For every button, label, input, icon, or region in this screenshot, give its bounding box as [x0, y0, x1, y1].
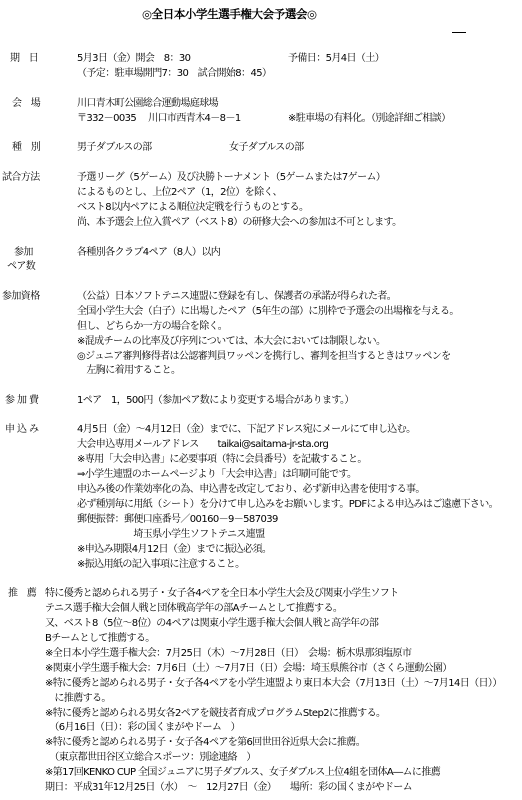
date-line-1: 5月3日（金）開会 8：30 — [77, 53, 191, 64]
application-line: 郵便振替：郵便口座番号／00160－9－587039 — [77, 514, 278, 525]
application-line: 埼玉県小学生ソフトテニス連盟 — [77, 529, 265, 540]
venue-line-2: 〒332－0035 川口市西青木4－8－1 — [77, 113, 241, 124]
venue-note: ※駐車場の有料化。（別途詳細ご相談） — [288, 113, 451, 124]
format-line: ベスト8以内ペアによる順位決定戦を行うものとする。 — [77, 202, 309, 213]
eligibility-line: 但し、どちらか一方の場合を除く。 — [77, 321, 228, 332]
recommendation-line: 期日：平成31年12月25日（水） ～ 12月27日（金） 場所：彩の国くまがやドーム — [45, 782, 413, 793]
application-line: 大会申込専用メールアドレス taikai@saitama-jr-sta.org — [77, 439, 329, 450]
application-label: 申 込 み — [5, 424, 39, 435]
category-girls: 女子ダブルスの部 — [229, 142, 304, 153]
header-rule — [452, 32, 466, 33]
eligibility-line: ◎ジュニア審判修得者は公認審判員ワッペンを携行し、審判を担当するときはワッペンを — [77, 351, 451, 362]
recommendation-line: （6月16日（日）：彩の国くまがやドーム ） — [45, 722, 241, 733]
format-line: 予選リーグ（5ゲーム）及び決勝トーナメント（5ゲームまたは7ゲーム） — [77, 172, 386, 183]
venue-label: 会 場 — [12, 98, 41, 109]
recommendation-line: Bチームとして推薦する。 — [45, 633, 155, 644]
eligibility-line: 全国小学生大会（白子）に出場したペア（5年生の部）に別枠で予選会の出場権を与える。 — [77, 306, 459, 317]
participants-label-line-2: ペア数 — [7, 261, 36, 272]
recommendation-line: ※全日本小学生選手権大会：7月25日（木）～7月28日（日） 会場：栃木県那須塩原市 — [45, 648, 412, 659]
recommendation-line: ※特に優秀と認められる男子・女子各4ペアを第6回世田谷近県大会に推薦。 — [45, 737, 366, 748]
recommendation-label: 推 薦 — [8, 588, 37, 599]
fee-label: 参 加 費 — [5, 395, 39, 406]
application-line: ※振込用紙の記入事項に注意すること。 — [77, 559, 245, 570]
application-line: ※申込み期限4月12日（金）までに振込必須。 — [77, 544, 272, 555]
eligibility-line: （公益）日本ソフトテニス連盟に登録を有し、保護者の承諾が得られた者。 — [77, 291, 397, 302]
venue-line-1: 川口青木町公園総合運動場庭球場 — [77, 98, 218, 109]
eligibility-label: 参加資格 — [2, 291, 40, 302]
format-line: 尚、本予選会上位入賞ペア（ベスト8）の研修大会への参加は不可とします。 — [77, 217, 402, 228]
application-line: 4月5日（金）～4月12日（金）までに、下記アドレス宛にメールにて申し込む。 — [77, 424, 416, 435]
application-line: 必ず種別毎に用紙（シート）を分けて申し込みをお願いします。PDFによる申込みはご遠慮下さい。 — [77, 499, 499, 510]
recommendation-line: ※第17回KENKO CUP 全国ジュニアに男子ダブルス、女子ダブルス上位4組を団体A―ムに推薦 — [45, 767, 441, 778]
eligibility-line: ※混成チームの比率及び序列については、本大会においては制限しない。 — [77, 336, 386, 347]
format-line: によるものとし、上位2ペア（1，2位）を除く、 — [77, 187, 283, 198]
date-label: 期 日 — [10, 53, 39, 64]
application-line: ※専用「大会申込書」に必要事項（特に会員番号）を記載すること。 — [77, 454, 367, 465]
fee-text: 1ペア 1，500円（参加ペア数により変更する場合があります。） — [77, 395, 354, 406]
application-line: 申込み後の作業効率化の為、申込書を改定しており、必ず新申込書を使用する事。 — [77, 484, 425, 495]
application-line: ⇒小学生連盟のホームページより「大会申込書」は印刷可能です。 — [77, 469, 357, 480]
category-label: 種 別 — [12, 142, 41, 153]
recommendation-line: 特に優秀と認められる男子・女子各4ペアを全日本小学生大会及び関東小学生ソフト — [45, 588, 399, 599]
category-boys: 男子ダブルスの部 — [77, 142, 152, 153]
recommendation-line: （東京都世田谷区立総合スポーツ：別途連絡 ） — [45, 752, 256, 763]
date-line-2: （予定：駐車場開門7：30 試合開始8：45） — [77, 68, 272, 79]
recommendation-line: に推薦する。 — [45, 693, 111, 704]
recommendation-line: テニス選手権大会個人戦と団体戦高学年の部Aチームとして推薦する。 — [45, 603, 343, 614]
participants-text: 各種別各クラブ4ペア（8人）以内 — [77, 247, 221, 258]
recommendation-line: 又、ベスト8（5位～8位）の4ペアは関東小学生選手権大会個人戦と高学年の部 — [45, 618, 379, 629]
date-reserve: 予備日：5月4日（土） — [288, 53, 385, 64]
format-label: 試合方法 — [2, 172, 40, 183]
recommendation-line: ※関東小学生選手権大会：7月6日（土）～7月7日（日）会場：埼玉県熊谷市（さくら運動公園） — [45, 663, 452, 674]
participants-label-line-1: 参加 — [14, 247, 33, 258]
recommendation-line: ※特に優秀と認められる男女各2ペアを競技者育成プログラムStep2に推薦する。 — [45, 708, 386, 719]
recommendation-line: ※特に優秀と認められる男子・女子各4ペアを小学生連盟より東日本大会（7月13日（土）～7月14日（日）） — [45, 678, 502, 689]
document-title: ◎全日本小学生選手権大会予選会◎ — [142, 7, 317, 21]
eligibility-line: 左胸に着用すること。 — [77, 365, 181, 376]
